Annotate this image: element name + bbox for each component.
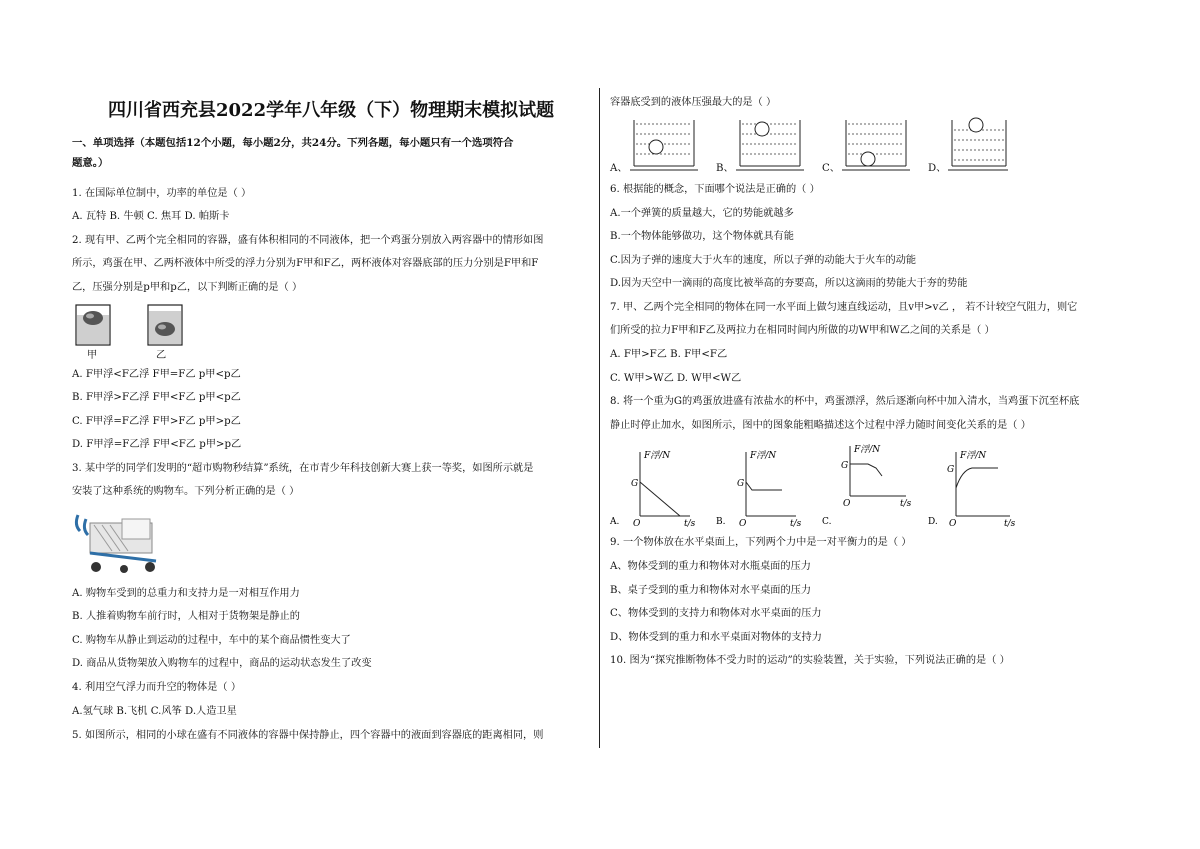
graph-c-ylabel: F浮/N (854, 445, 881, 455)
shopping-cart-figure (72, 505, 162, 577)
q2-text-1: 2. 现有甲、乙两个完全相同的容器，盛有体积相同的不同液体，把一个鸡蛋分别放入两容器中的情形如图 (72, 235, 544, 246)
q6-option-a: A.一个弹簧的质量越大，它的势能就越多 (610, 208, 794, 219)
q3-text-2: 安装了这种系统的购物车。下列分析正确的是（ ） (72, 486, 300, 497)
q7-text-1: 7. 甲、乙两个完全相同的物体在同一水平面上做匀速直线运动，且v甲>v乙 ， 若不计较空气阻力，则它 (610, 302, 1078, 313)
q6-option-d: D.因为天空中一滴雨的高度比被举高的夯要高，所以这滴雨的势能大于夯的势能 (610, 278, 968, 289)
q1-text: 1. 在国际单位制中，功率的单位是（ ） (72, 188, 252, 199)
graph-d (928, 450, 1016, 529)
q10-text: 10. 图为“探究推断物体不受力时的运动”的实验装置，关于实验，下列说法正确的是（ ） (610, 655, 1010, 666)
q9-option-a: A、物体受到的重力和物体对水瓶桌面的压力 (610, 561, 811, 572)
container-c (842, 120, 910, 170)
q3-option-a: A. 购物车受到的总重力和支持力是一对相互作用力 (72, 588, 300, 599)
q2-option-d: D. F甲浮=F乙浮 F甲<F乙 p甲>p乙 (72, 439, 242, 450)
q6-text: 6. 根据能的概念，下面哪个说法是正确的（ ） (610, 184, 820, 195)
q1-options: A. 瓦特 B. 牛顿 C. 焦耳 D. 帕斯卡 (72, 211, 230, 222)
q7-text-2: 们所受的拉力F甲和F乙及两拉力在相同时间内所做的功W甲和W乙之间的关系是（ ） (610, 325, 995, 336)
q8-text-2: 静止时停止加水，如图所示，图中的图象能粗略描述这个过程中浮力随时间变化关系的是（ ） (610, 420, 1031, 431)
graph-a-ylabel: F浮/N (644, 451, 671, 461)
q9-option-c: C、物体受到的支持力和物体对水平桌面的压力 (610, 608, 822, 619)
q7-options-ab: A. F甲>F乙 B. F甲<F乙 (610, 349, 728, 360)
graph-c-xlabel: t/s (900, 499, 912, 509)
q8-graphs-figure (606, 444, 1026, 530)
graph-a (609, 450, 696, 529)
q3-option-d: D. 商品从货物架放入购物车的过程中，商品的运动状态发生了改变 (72, 658, 372, 669)
graph-b-origin: O (739, 519, 747, 529)
graph-b-option: B. (716, 517, 726, 527)
q3-text-1: 3. 某中学的同学们发明的“超市购物秒结算”系统，在市青少年科技创新大赛上获一等奖，如图所示就是 (72, 463, 534, 474)
graph-d-ylabel: F浮/N (960, 451, 987, 461)
column-divider (599, 88, 600, 748)
q8-text-1: 8. 将一个重为G的鸡蛋放进盛有浓盐水的杯中，鸡蛋漂浮，然后逐渐向杯中加入清水，当鸡蛋下沉至杯底 (610, 396, 1080, 407)
q2-text-3: 乙，压强分别是p甲和p乙，以下判断正确的是（ ） (72, 282, 303, 293)
q2-option-b: B. F甲浮>F乙浮 F甲<F乙 p甲<p乙 (72, 392, 241, 403)
q7-options-cd: C. W甲>W乙 D. W甲<W乙 (610, 373, 742, 384)
q5-text-2: 容器底受到的液体压强最大的是（ ） (610, 97, 777, 108)
q5-label-d: D、 (928, 163, 947, 174)
graph-a-g: G (631, 479, 639, 489)
q9-text: 9. 一个物体放在水平桌面上，下列两个力中是一对平衡力的是（ ） (610, 537, 912, 548)
q2-option-c: C. F甲浮=F乙浮 F甲>F乙 p甲>p乙 (72, 416, 241, 427)
q4-options: A.氢气球 B.飞机 C.风筝 D.人造卫星 (72, 706, 237, 717)
q9-option-b: B、桌子受到的重力和物体对水平桌面的压力 (610, 585, 812, 596)
section-heading-line-1: 一、单项选择（本题包括12个小题，每小题2分，共24分。下列各题，每小题只有一个选项符合 (72, 137, 514, 149)
graph-c-g: G (841, 461, 849, 471)
container-b (736, 120, 804, 170)
q2-text-2: 所示，鸡蛋在甲、乙两杯液体中所受的浮力分别为F甲和F乙，两杯液体对容器底部的压力分别是F甲和F (72, 258, 539, 269)
q3-option-c: C. 购物车从静止到运动的过程中，车中的某个商品惯性变大了 (72, 635, 351, 646)
beaker-jia (76, 305, 110, 345)
beaker-yi (148, 305, 182, 345)
graph-d-xlabel: t/s (1004, 519, 1016, 529)
beaker-label-jia: 甲 (87, 350, 98, 361)
graph-b-ylabel: F浮/N (750, 451, 777, 461)
graph-d-origin: O (949, 519, 957, 529)
beaker-label-yi: 乙 (156, 350, 167, 361)
container-a (630, 120, 698, 170)
container-d (948, 118, 1008, 170)
page-title: 四川省西充县2022学年八年级（下）物理期末模拟试题 (108, 100, 555, 121)
q2-option-a: A. F甲浮<F乙浮 F甲=F乙 p甲<p乙 (72, 369, 241, 380)
q5-containers-figure (610, 114, 1010, 176)
q5-label-a: A、 (610, 163, 628, 174)
graph-a-option: A. (610, 517, 620, 527)
graph-c-origin: O (843, 499, 851, 509)
graph-b-xlabel: t/s (790, 519, 802, 529)
q6-option-b: B.一个物体能够做功，这个物体就具有能 (610, 231, 794, 242)
graph-d-g: G (947, 465, 955, 475)
graph-a-xlabel: t/s (684, 519, 696, 529)
graph-b (716, 450, 802, 529)
q5-text-1: 5. 如图所示，相同的小球在盛有不同液体的容器中保持静止，四个容器中的液面到容器底的距离相同，则 (72, 730, 544, 741)
graph-b-g: G (737, 479, 745, 489)
q6-option-c: C.因为子弹的速度大于火车的速度，所以子弹的动能大于火车的动能 (610, 255, 917, 266)
graph-d-option: D. (928, 517, 938, 527)
q9-option-d: D、物体受到的重力和水平桌面对物体的支持力 (610, 632, 822, 643)
q5-label-c: C、 (822, 163, 840, 174)
graph-c (822, 444, 912, 527)
graph-a-origin: O (633, 519, 641, 529)
section-heading-line-2: 题意。） (72, 157, 109, 169)
q4-text: 4. 利用空气浮力而升空的物体是（ ） (72, 682, 242, 693)
graph-c-option: C. (822, 517, 832, 527)
q5-label-b: B、 (716, 163, 734, 174)
q3-option-b: B. 人推着购物车前行时，人相对于货物架是静止的 (72, 611, 300, 622)
